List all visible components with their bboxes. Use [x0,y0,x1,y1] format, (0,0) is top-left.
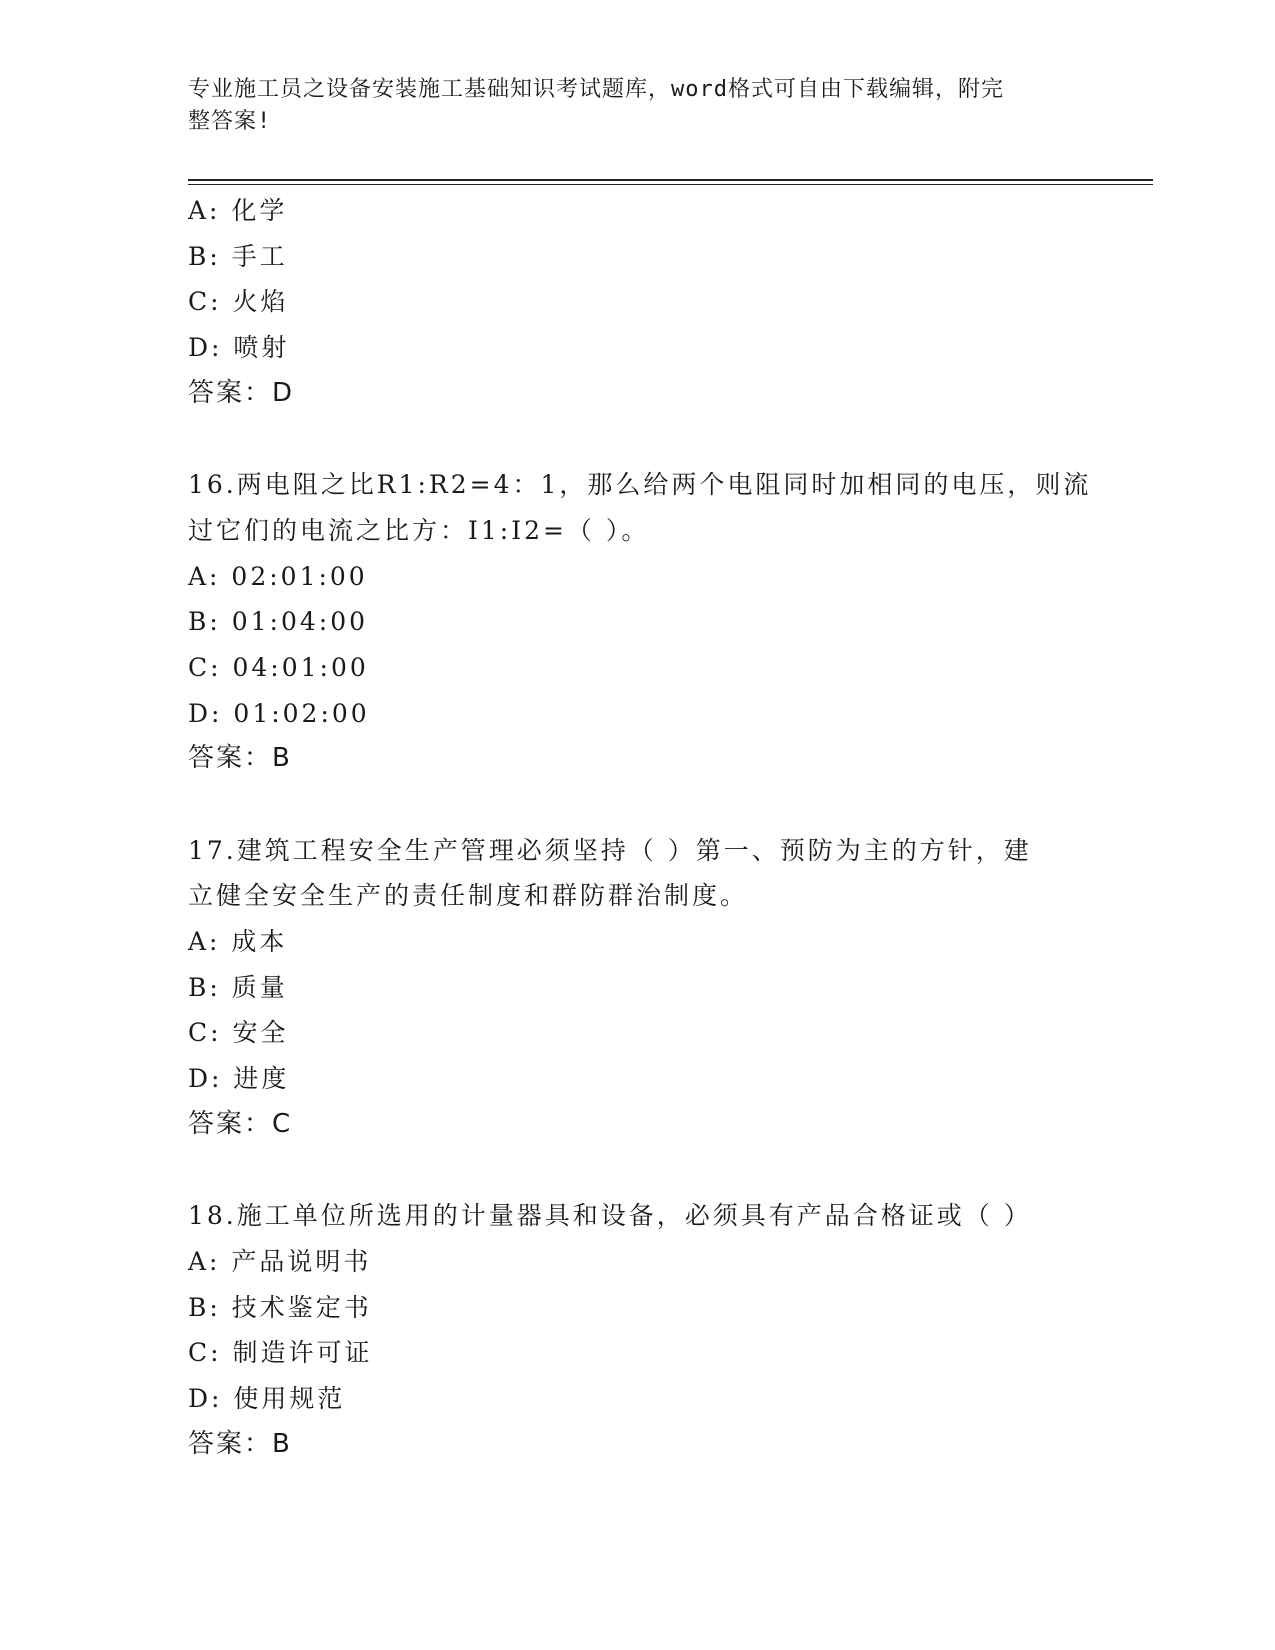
option-a: A: 化学 [188,196,288,225]
option-d: D: 喷射 [188,333,290,363]
question-text-line-1: 17.建筑工程安全生产管理必须坚持（ ）第一、预防为主的方针，建 [188,835,1032,865]
question-gap [188,1147,1148,1193]
header-rule-thick [188,179,1153,181]
option-a: A: 成本 [188,927,288,956]
option-c: C: 制造许可证 [188,1338,373,1368]
option-a: A: 产品说明书 [188,1246,372,1276]
answer-line: 答案：D [188,377,295,408]
option-d: D: 使用规范 [188,1383,346,1413]
option-b: B: 质量 [188,972,288,1002]
question-list [188,188,1148,1467]
option-b: B: 手工 [188,241,288,271]
question-text-line-1: 18.施工单位所选用的计量器具和设备，必须具有产品合格证或（ ） [188,1201,1032,1231]
option-b: B: 01:04:00 [188,607,369,637]
question-text-line-1: 16.两电阻之比R1:R2=4：1，那么给两个电阻同时加相同的电压，则流 [188,470,1092,500]
option-d: D: 01:02:00 [188,698,370,728]
document-header [188,74,1088,138]
answer-line: 答案：C [188,1108,293,1139]
question-17 [188,828,1148,1148]
question-18 [188,1193,1148,1467]
answer-line: 答案：B [188,1428,292,1459]
header-rule-thin [188,184,1153,185]
option-b: B: 技术鉴定书 [188,1292,372,1322]
question-15-continued [188,188,1148,416]
option-c: C: 安全 [188,1018,289,1048]
option-c: C: 火焰 [188,287,289,317]
option-c: C: 04:01:00 [188,652,369,682]
option-a: A: 02:01:00 [188,561,368,591]
question-gap [188,416,1148,462]
question-16 [188,462,1148,782]
header-line-2: 整答案! [188,109,272,134]
option-d: D: 进度 [188,1064,290,1094]
question-gap [188,782,1148,828]
question-text-line-2: 过它们的电流之比方：I1:I2=（ ）。 [188,515,650,545]
answer-line: 答案：B [188,743,292,774]
header-line-1: 专业施工员之设备安装施工基础知识考试题库，word格式可自由下载编辑，附完 [188,77,1004,102]
question-text-line-2: 立健全安全生产的责任制度和群防群治制度。 [188,881,749,911]
